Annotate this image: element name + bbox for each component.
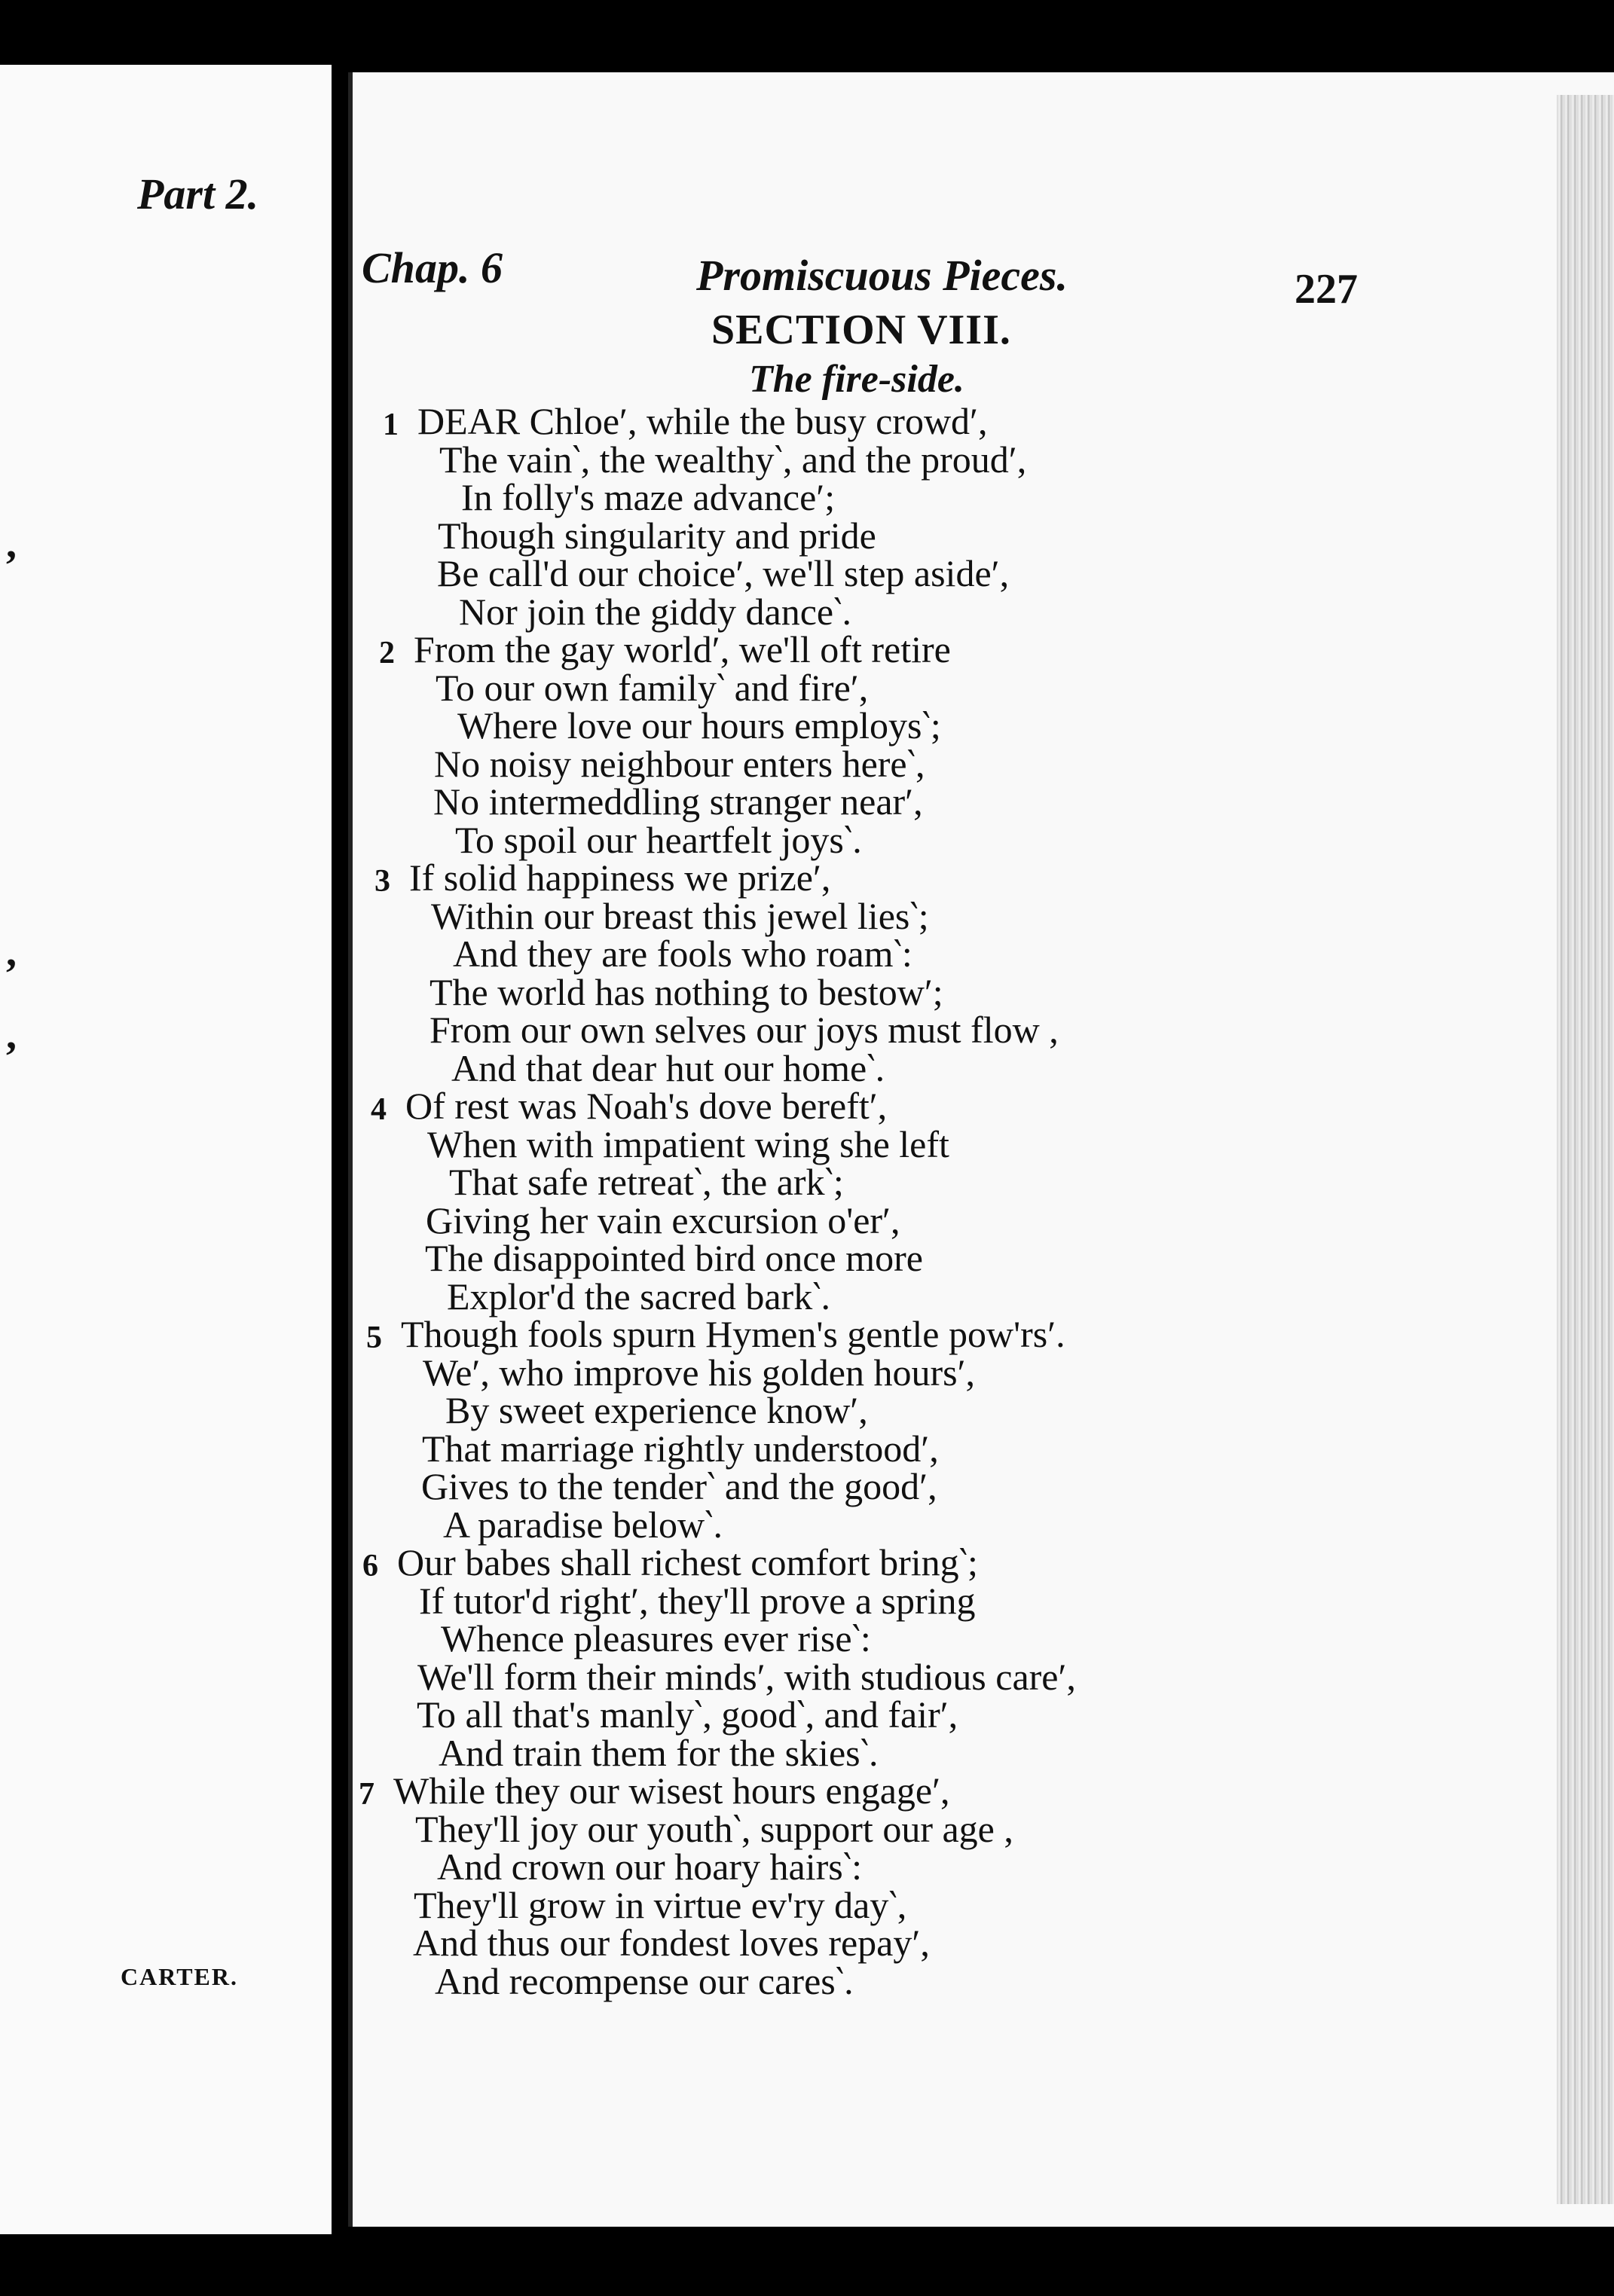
page-number: 227: [1295, 266, 1358, 313]
margin-mark: ,: [6, 1012, 17, 1058]
stanza-number: 2: [379, 636, 395, 670]
stanza-number: 1: [383, 408, 399, 442]
poem-line: And they are fools who roam‵:: [453, 933, 912, 975]
section-title: SECTION VIII.: [711, 307, 1011, 353]
poem-line: That marriage rightly understood′,: [422, 1427, 939, 1470]
poem-line: They'll joy our youth‵, support our age ,: [415, 1807, 1013, 1850]
poem-line: The disappointed bird once more: [425, 1237, 923, 1279]
poem-line: Giving her vain excursion o'er′,: [426, 1198, 900, 1241]
poem-line: To our own family‵ and fire′,: [436, 666, 869, 709]
poem-line: That safe retreat‵, the ark‵;: [449, 1161, 844, 1203]
stanza-number: 7: [359, 1777, 374, 1812]
poem-line: We′, who improve his golden hours′,: [423, 1351, 976, 1394]
poem-line: To all that's manly‵, good‵, and fair′,: [417, 1693, 958, 1736]
poem-line: Where love our hours employs‵;: [457, 704, 941, 747]
poem-line: From our own selves our joys must flow ,: [429, 1009, 1059, 1051]
poem-line: Though fools spurn Hymen's gentle pow'rs′.: [401, 1313, 1065, 1355]
poem-line: Though singularity and pride: [438, 514, 876, 557]
poem-line: And train them for the skies‵.: [439, 1731, 879, 1774]
left-page: [0, 65, 332, 2234]
poem-line: By sweet experience know′,: [445, 1389, 868, 1431]
poem-line: And recompense our cares‵.: [435, 1959, 854, 2002]
poem-subtitle: The fire-side.: [749, 358, 964, 401]
author-attribution: CARTER.: [121, 1963, 238, 1990]
poem-line: DEAR Chloe′, while the busy crowd′,: [417, 400, 988, 442]
poem-line: Nor join the giddy dance‵.: [459, 590, 851, 633]
poem-line: In folly's maze advance′;: [461, 476, 836, 518]
poem-line: Whence pleasures ever rise‵:: [441, 1617, 871, 1659]
poem-line: If tutor'd right′, they'll prove a spring: [419, 1579, 976, 1622]
poem-line: No intermeddling stranger near′,: [433, 780, 923, 823]
poem-line: And thus our fondest loves repay′,: [413, 1922, 930, 1964]
poem-line: They'll grow in virtue ev'ry day‵,: [414, 1883, 907, 1926]
poem-line: Explor'd the sacred bark‵.: [447, 1275, 831, 1317]
poem-line: If solid happiness we prize′,: [409, 856, 831, 899]
poem-line: From the gay world′, we'll oft retire: [414, 628, 951, 670]
poem-line: And that dear hut our home‵.: [451, 1046, 885, 1089]
poem-line: The world has nothing to bestow′;: [429, 970, 943, 1013]
poem-line: We'll form their minds′, with studious care′,: [417, 1655, 1076, 1698]
poem-line: Gives to the tender‵ and the good′,: [421, 1465, 937, 1507]
poem-line: Our babes shall richest comfort bring‵;: [397, 1541, 978, 1583]
left-page-header: Part 2.: [137, 169, 259, 218]
poem-line: Of rest was Noah's dove bereft′,: [405, 1085, 888, 1127]
right-page: [348, 72, 1614, 2227]
stanza-number: 4: [371, 1092, 387, 1127]
poem-line: The vain‵, the wealthy‵, and the proud′,: [439, 438, 1027, 481]
stanza-number: 5: [366, 1321, 382, 1355]
poem-line: And crown our hoary hairs‵:: [437, 1846, 862, 1888]
poem-line: A paradise below‵.: [443, 1503, 723, 1546]
poem-line: No noisy neighbour enters here‵,: [434, 742, 925, 785]
margin-mark: ,: [6, 521, 17, 567]
poem-line: Within our breast this jewel lies‵;: [431, 894, 929, 937]
poem-line: To spoil our heartfelt joys‵.: [455, 818, 862, 861]
margin-mark: ,: [6, 929, 17, 975]
running-head: [353, 190, 1408, 313]
poem-line: Be call'd our choice′, we'll step aside′,: [437, 552, 1010, 594]
poem-line: When with impatient wing she left: [427, 1122, 949, 1165]
stanza-number: 3: [374, 864, 390, 899]
page-edge: [1557, 95, 1614, 2204]
page-title: Promiscuous Pieces.: [696, 251, 1068, 300]
stanza-number: 6: [362, 1549, 378, 1583]
poem-line: While they our wisest hours engage′,: [393, 1769, 950, 1812]
chapter-label: Chap. 6: [362, 243, 503, 292]
